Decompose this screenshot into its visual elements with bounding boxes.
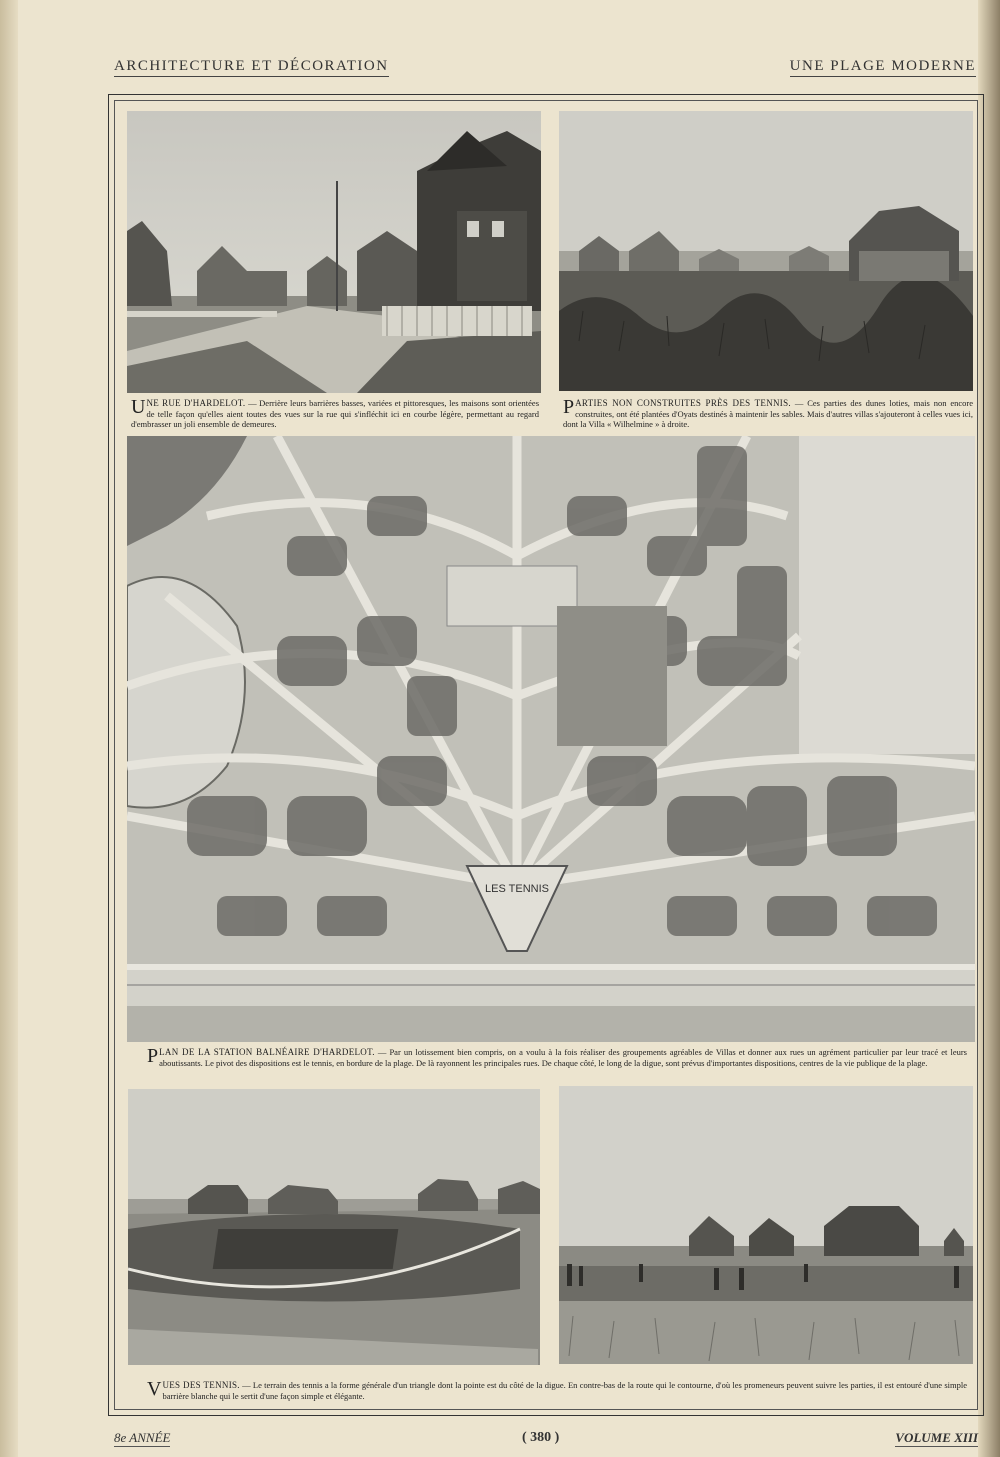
caption-tennis [147, 1380, 967, 1401]
footer-volume: VOLUME XIII [895, 1430, 978, 1445]
running-head-right: UNE PLAGE MODERNE [790, 58, 976, 77]
caption-plan [147, 1047, 967, 1068]
running-head-left: ARCHITECTURE ET DÉCORATION [114, 58, 389, 77]
photo-tennis-players [559, 1086, 973, 1364]
page-binding-shadow [0, 0, 18, 1457]
caption-unbuilt-title: ARTIES NON CONSTRUITES PRÈS DES TENNIS. [575, 398, 791, 408]
caption-tennis-text: — Le terrain des tennis a la forme générale d'un triangle dont la pointe est du côté de la digue. En contre-bas de la route qui le contourne, d'où les promeneurs peuvent suivre les parties, il est entouré d'une simple barrière blanche qui le sertit d'une façon simple et élégante. [162, 1380, 967, 1401]
photo-unbuilt-dunes [559, 111, 973, 391]
caption-street [131, 398, 539, 430]
caption-street-dropcap: U [131, 396, 146, 418]
caption-tennis-dropcap: V [147, 1378, 162, 1400]
caption-tennis-title: UES DES TENNIS. [162, 1380, 240, 1390]
caption-plan-dropcap: P [147, 1045, 159, 1067]
caption-street-text: — Derrière leurs barrières basses, variées et pittoresques, les maisons sont orientées de telle façon qu'elles aient toutes des vues sur la rue qui s'infléchit ici en courbe légère, permettant au regard d'embrasser un joli ensemble de demeures. [131, 398, 540, 429]
caption-street-title: NE RUE D'HARDELOT. [146, 398, 246, 408]
caption-unbuilt-dropcap: P [563, 396, 575, 418]
caption-plan-text: — Par un lotissement bien compris, on a voulu à la fois réaliser des groupements agréables de Villas et donner aux rues un agrément particulier par leur tracé et leurs aboutissants. Le pivot des dispositions est le tennis, en bordure de la plage. De là rayonnent les principales rues. De chaque côté, le long de la digue, sont prévus d'importantes dispositions, centres de la vie publique de la plage. [159, 1047, 967, 1068]
plan-hardelot-resort [127, 436, 975, 1042]
caption-unbuilt-text: — Ces parties des dunes loties, mais non encore construites, ont été plantées d'Oyats destinés à maintenir les sables. Mais d'autres villas s'ajouteront à celles vues ici, dont la Villa « Wilhelmine » à droite. [563, 398, 973, 429]
caption-unbuilt [563, 398, 973, 430]
footer-year: 8e ANNÉE [114, 1430, 171, 1445]
page-number: ( 380 ) [522, 1430, 560, 1445]
plan-tennis-label: LES TENNIS [485, 883, 549, 895]
photo-street-hardelot [127, 111, 541, 393]
caption-plan-title: LAN DE LA STATION BALNÉAIRE D'HARDELOT. [159, 1047, 375, 1057]
photo-tennis-aerial [128, 1089, 540, 1365]
